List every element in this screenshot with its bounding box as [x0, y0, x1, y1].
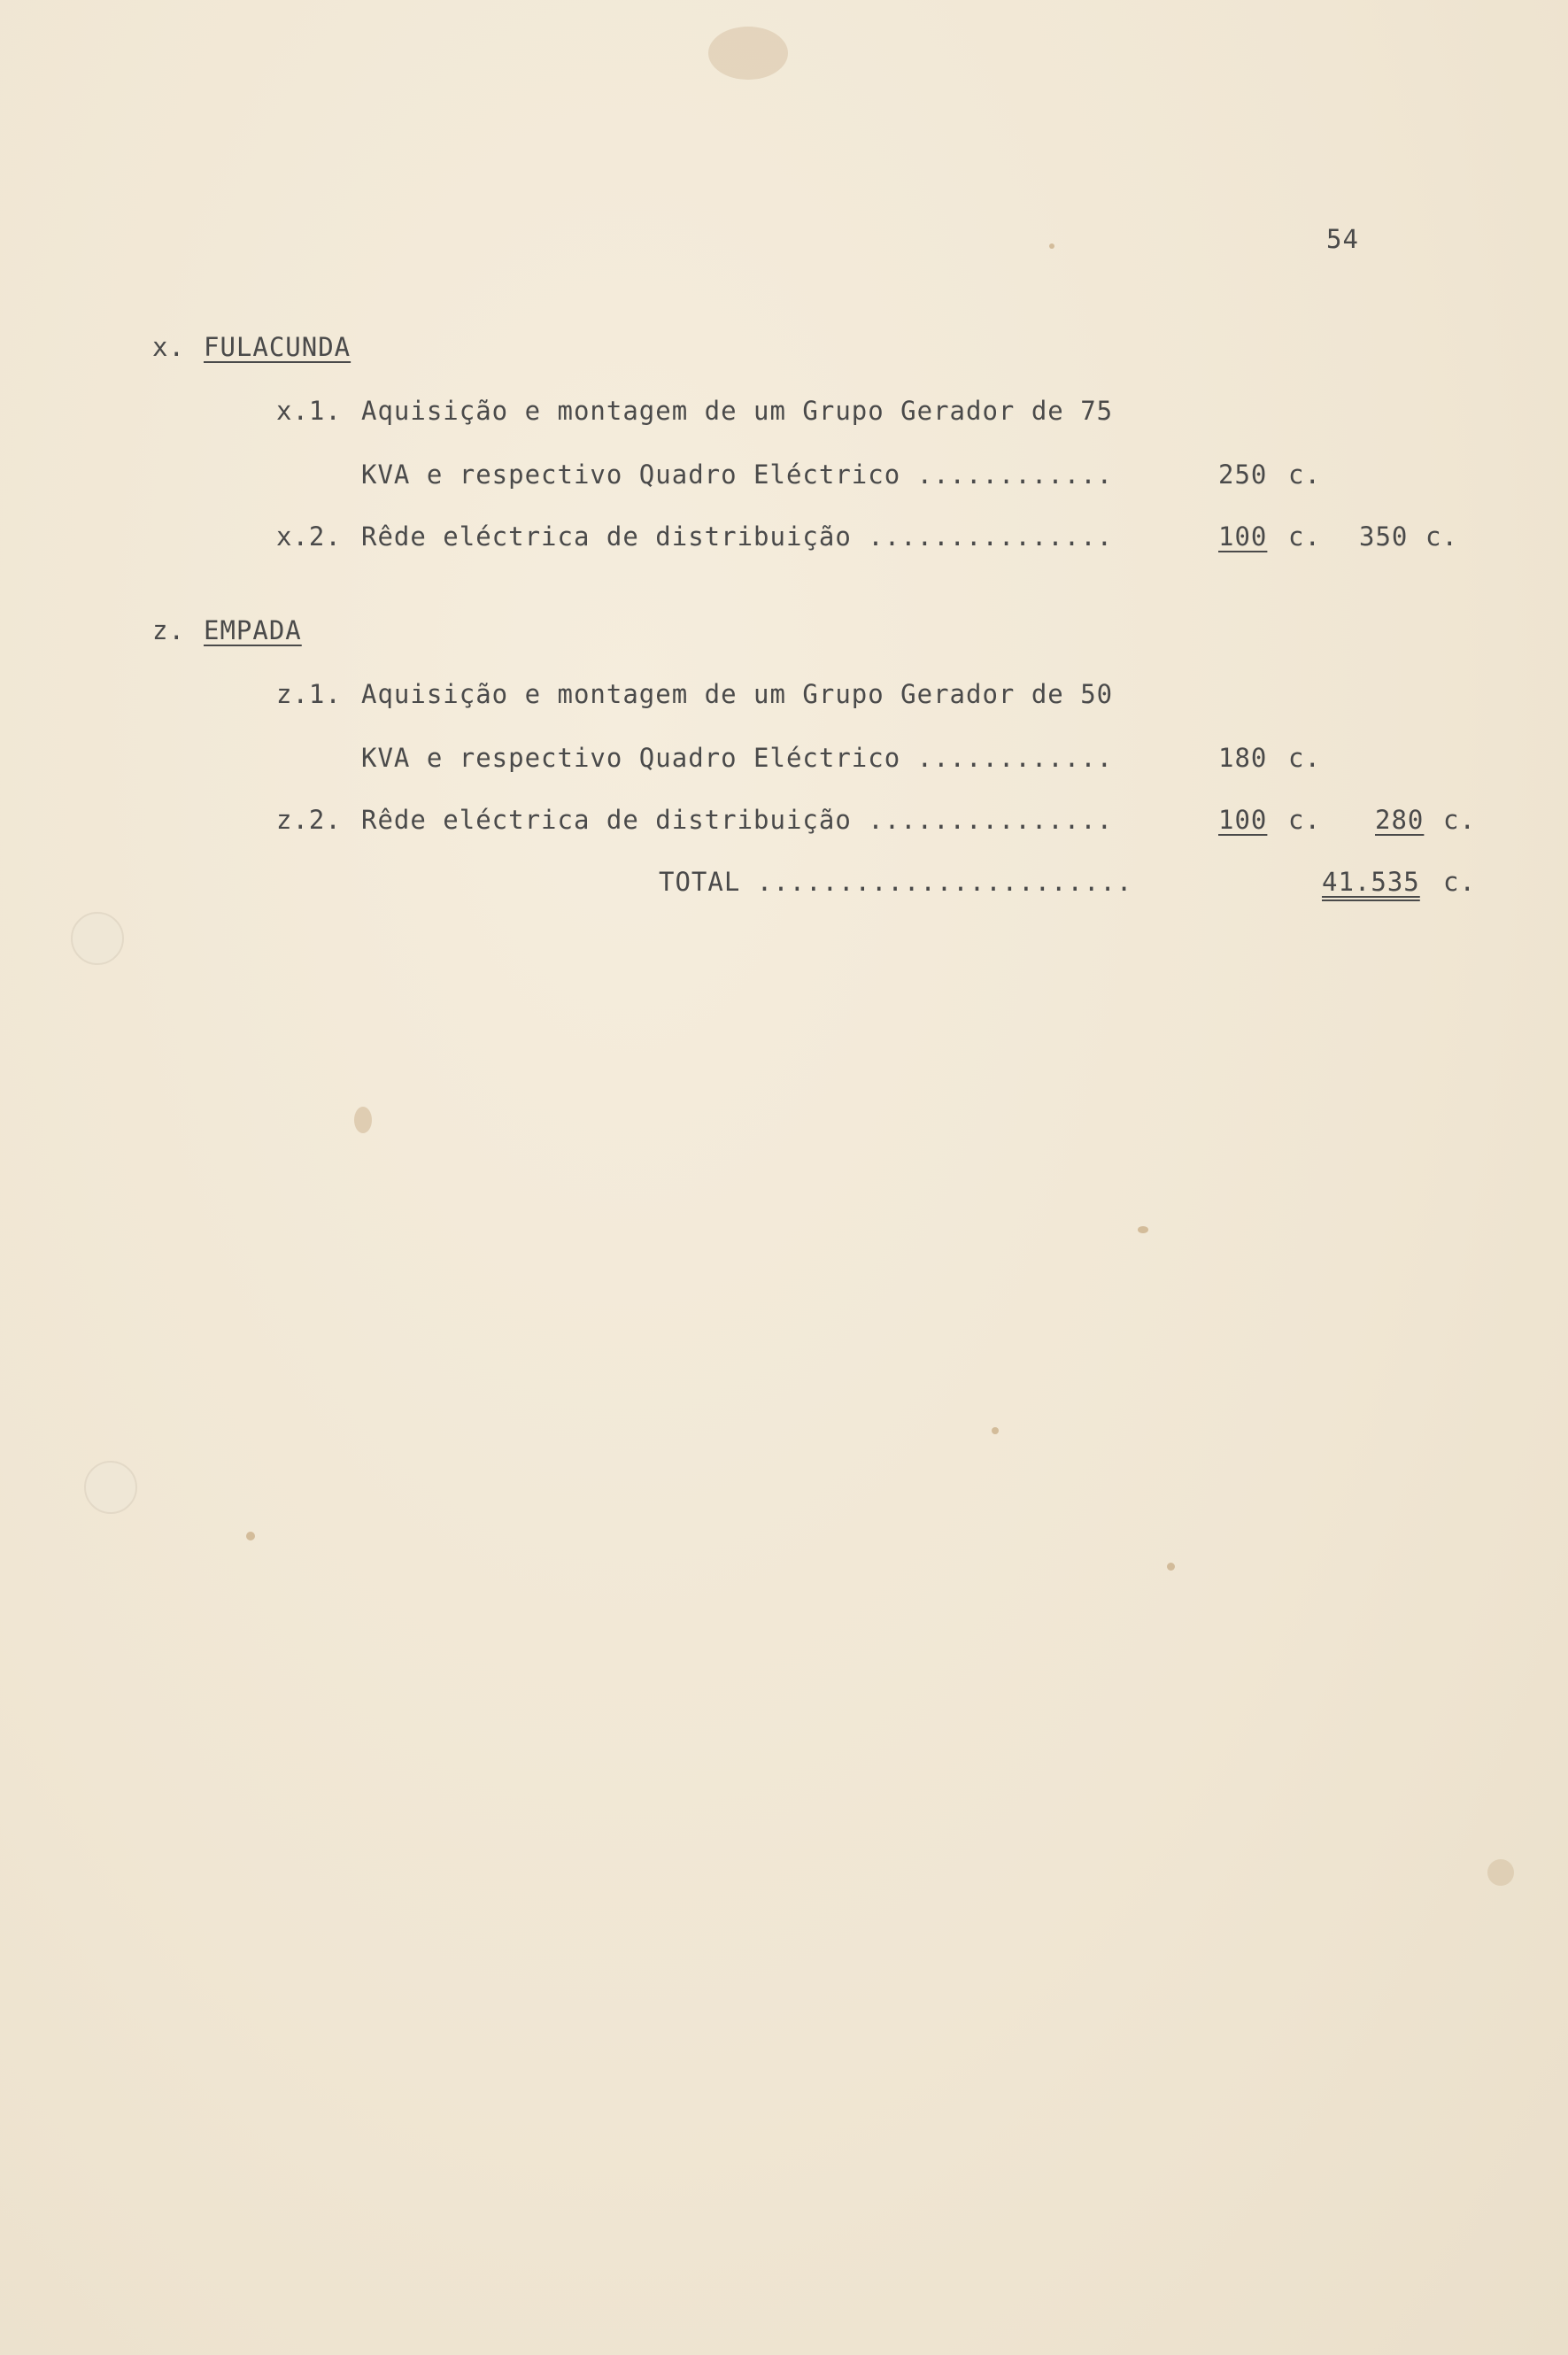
section-marker: x.	[152, 332, 185, 362]
page-number: 54	[1326, 224, 1359, 254]
stain-mark	[354, 1107, 372, 1133]
subtotal-unit: c.	[1443, 805, 1476, 835]
section-marker: z.	[152, 615, 185, 645]
item-unit: c.	[1288, 805, 1321, 835]
item-unit: c.	[1288, 521, 1321, 552]
item-number: z.1.	[276, 679, 342, 709]
total-unit: c.	[1443, 867, 1476, 897]
section-title: EMPADA	[204, 615, 302, 645]
section-subtotal: 350	[1359, 521, 1409, 552]
item-amount: 180	[1218, 743, 1268, 773]
stain-mark	[1487, 1859, 1514, 1886]
item-number: z.2.	[276, 805, 342, 835]
item-number: x.1.	[276, 396, 342, 426]
item-description: Aquisição e montagem de um Grupo Gerador de 75	[361, 396, 1114, 426]
total-amount: 41.535	[1322, 867, 1420, 897]
item-amount: 100	[1218, 805, 1268, 835]
item-description: Rêde eléctrica de distribuição ...............	[361, 521, 1114, 552]
item-amount: 250	[1218, 459, 1268, 490]
stain-mark	[1049, 243, 1054, 249]
stain-mark	[246, 1532, 255, 1540]
item-description-cont: KVA e respectivo Quadro Eléctrico ............	[361, 743, 1114, 773]
stain-mark	[1167, 1563, 1175, 1571]
item-unit: c.	[1288, 743, 1321, 773]
item-amount: 100	[1218, 521, 1268, 552]
stain-mark	[1138, 1226, 1148, 1233]
item-number: x.2.	[276, 521, 342, 552]
punch-hole	[71, 912, 124, 965]
stain-mark	[992, 1427, 999, 1434]
total-label: TOTAL .......................	[659, 867, 1133, 897]
item-description: Rêde eléctrica de distribuição ...............	[361, 805, 1114, 835]
item-description-cont: KVA e respectivo Quadro Eléctrico ............	[361, 459, 1114, 490]
item-unit: c.	[1288, 459, 1321, 490]
section-subtotal: 280	[1375, 805, 1425, 835]
punch-hole	[84, 1461, 137, 1514]
section-title: FULACUNDA	[204, 332, 351, 362]
subtotal-unit: c.	[1425, 521, 1458, 552]
item-description: Aquisição e montagem de um Grupo Gerador de 50	[361, 679, 1114, 709]
stain-mark	[708, 27, 788, 80]
